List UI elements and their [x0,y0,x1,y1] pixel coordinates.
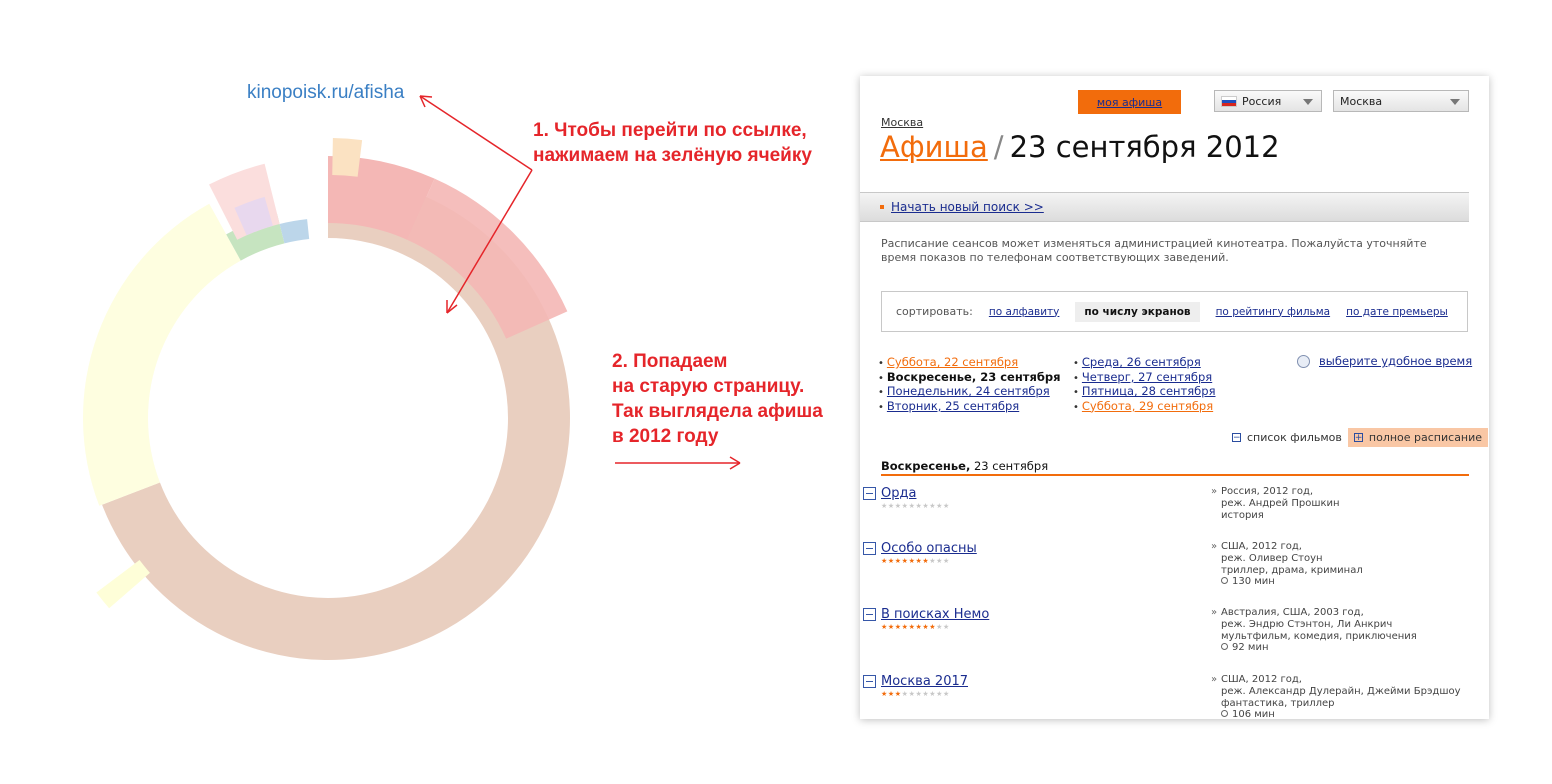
film-info [1211,486,1340,521]
rating-star-icon: ★ [936,690,944,698]
film-info [1211,674,1461,719]
date-link[interactable]: Четверг, 27 сентября [1081,369,1213,384]
rating-star-icon: ★ [901,557,909,565]
city-select[interactable] [1333,90,1469,112]
clock-icon [1221,710,1228,717]
russia-flag-icon [1221,96,1237,107]
city-select-value: Москва [1340,94,1383,108]
rating-star-icon: ★ [936,623,944,631]
sort-alphabet[interactable]: по алфавиту [988,305,1060,318]
annotation-step-1: 1. Чтобы перейти по ссылке, нажимаем на зелёную ячейку [533,120,812,166]
film-country-year: » Россия, 2012 год, [1211,486,1340,498]
film-title-link[interactable]: Орда [881,486,917,501]
country-select-value: Россия [1242,94,1282,108]
film-title-link[interactable]: В поисках Немо [881,607,990,622]
film-info [1211,607,1417,654]
rating-star-icon: ★ [908,502,916,510]
rating-star-icon: ★ [881,557,888,565]
rating-star-icon: ★ [922,557,930,565]
sort-screens-active[interactable]: по числу экранов [1075,302,1199,322]
full-schedule-label: полное расписание [1368,431,1483,444]
day-heading-date: 23 сентября [973,459,1049,473]
film-title-link[interactable]: Особо опасны [881,541,977,556]
rating-star-icon: ★ [881,502,888,510]
full-schedule-option[interactable] [1348,428,1488,447]
rating-star-icon: ★ [908,690,916,698]
chevron-down-icon [1303,99,1313,105]
rating-star-icon: ★ [915,502,923,510]
date-link[interactable]: Пятница, 28 сентября [1081,384,1216,399]
sunburst-blue-small-segment [280,219,310,243]
rating-star-icon: ★ [943,502,950,510]
rating-star-icon: ★ [929,557,937,565]
rating-star-icon: ★ [936,502,944,510]
film-duration-value: 130 мин [1232,576,1275,588]
dates-column-left: • Суббота, 22 сентября • Воскресенье, 23 сентября • Понедельник, 24 сентября • Вторник, 25 сентября [878,355,1061,413]
film-rating [881,557,950,565]
rating-star-icon: ★ [894,557,902,565]
film-rating [881,690,950,698]
day-heading [881,459,1469,476]
url-label[interactable]: kinopoisk.ru/afisha [247,82,405,103]
chevron-down-icon [1450,99,1460,105]
rating-star-icon: ★ [922,623,930,631]
collapse-icon[interactable] [863,487,876,500]
rating-star-icon: ★ [915,690,923,698]
rating-star-icon: ★ [943,690,950,698]
old-afisha-screenshot [860,76,1489,719]
sort-premiere[interactable]: по дате премьеры [1346,305,1448,318]
rating-star-icon: ★ [943,623,950,631]
clock-icon [1221,643,1228,650]
date-link[interactable]: Среда, 26 сентября [1081,355,1201,369]
film-duration-value: 106 мин [1232,709,1275,719]
rating-star-icon: ★ [915,623,923,631]
film-duration [1211,642,1417,654]
country-select[interactable] [1214,90,1322,112]
minus-box-icon: − [1233,433,1241,443]
film-director: реж. Александр Дулерайн, Джейми Брэдшоу [1221,685,1461,697]
rating-star-icon: ★ [908,557,916,565]
rating-star-icon: ★ [887,690,895,698]
sort-bar [881,291,1468,332]
new-search-bar [860,192,1469,222]
rating-star-icon: ★ [894,502,902,510]
afisha-title-link[interactable]: Афиша [880,130,988,164]
rating-star-icon: ★ [901,623,909,631]
film-country-year: » Австралия, США, 2003 год, [1211,607,1417,619]
arrow-to-url [420,96,532,170]
sunburst-cream-spike [96,560,149,608]
film-duration [1211,576,1363,588]
rating-star-icon: ★ [915,557,923,565]
film-rating [881,623,950,631]
film-title-link[interactable]: Москва 2017 [881,674,969,689]
rating-star-icon: ★ [908,623,916,631]
date-link[interactable]: Понедельник, 24 сентября [886,384,1050,399]
view-toggle [1226,428,1488,447]
date-link[interactable]: Суббота, 22 сентября [886,355,1019,369]
rating-star-icon: ★ [929,502,937,510]
choose-time-link[interactable]: выберите удобное время [1319,354,1473,368]
film-country-year: » США, 2012 год, [1211,541,1363,553]
clock-icon [1221,577,1228,584]
rating-star-icon: ★ [894,623,902,631]
rating-star-icon: ★ [922,690,930,698]
rating-star-icon: ★ [887,623,895,631]
film-country-year: » США, 2012 год, [1211,674,1461,686]
film-director: реж. Эндрю Стэнтон, Ли Анкрич [1221,618,1393,630]
film-duration-value: 92 мин [1232,642,1269,654]
film-genres: фантастика, триллер [1221,697,1335,709]
collapse-icon[interactable] [863,675,876,688]
films-list-option[interactable] [1226,428,1348,447]
film-genres: триллер, драма, криминал [1221,564,1363,576]
rating-star-icon: ★ [881,690,888,698]
rating-star-icon: ★ [887,557,895,565]
page-title [880,130,1280,164]
sunburst-orange-spike [332,138,362,177]
rating-star-icon: ★ [894,690,902,698]
bullet-icon [880,205,884,209]
rating-star-icon: ★ [929,623,937,631]
plus-box-icon: + [1354,433,1363,443]
rating-star-icon: ★ [881,623,888,631]
films-list-label: список фильмов [1247,431,1342,444]
breadcrumb[interactable]: Москва [881,116,924,129]
rating-star-icon: ★ [922,502,930,510]
date-link[interactable]: Суббота, 29 сентября [1081,398,1214,413]
clock-icon [1297,355,1310,368]
rating-star-icon: ★ [901,690,909,698]
day-heading-weekday: Воскресенье, [881,459,971,473]
date-link[interactable]: Вторник, 25 сентября [886,398,1020,413]
film-director: реж. Оливер Стоун [1221,552,1323,564]
my-afisha-button[interactable]: моя афиша [1078,90,1181,114]
title-separator: / [993,130,1004,164]
choose-time[interactable] [1297,354,1472,368]
current-date: Воскресенье, 23 сентября [886,369,1061,384]
sort-label: сортировать: [896,305,973,318]
film-duration [1211,709,1461,719]
film-info [1211,541,1363,588]
film-rating [881,502,950,510]
collapse-icon[interactable] [863,542,876,555]
film-director: реж. Андрей Прошкин [1221,497,1340,509]
sort-rating[interactable]: по рейтингу фильма [1215,305,1331,318]
rating-star-icon: ★ [929,690,937,698]
new-search-link[interactable]: Начать новый поиск >> [891,200,1044,214]
annotation-step-2: 2. Попадаем на старую страницу. Так выглядела афиша в 2012 году [612,351,823,447]
rating-star-icon: ★ [936,557,944,565]
rating-star-icon: ★ [887,502,895,510]
sunburst-cream-segment [83,204,241,506]
schedule-notice: Расписание сеансов может изменяться администрацией кинотеатра. Пожалуйста уточняйте время показов по телефонам соответствующих заведений. [881,237,1427,264]
rating-star-icon: ★ [943,557,950,565]
rating-star-icon: ★ [901,502,909,510]
collapse-icon[interactable] [863,608,876,621]
dates-column-right: • Среда, 26 сентября • Четверг, 27 сентября • Пятница, 28 сентября • Суббота, 29 сентября [1073,355,1216,413]
film-genres: мультфильм, комедия, приключения [1221,630,1417,642]
film-genres: история [1221,509,1264,521]
title-date: 23 сентября 2012 [1009,130,1280,164]
